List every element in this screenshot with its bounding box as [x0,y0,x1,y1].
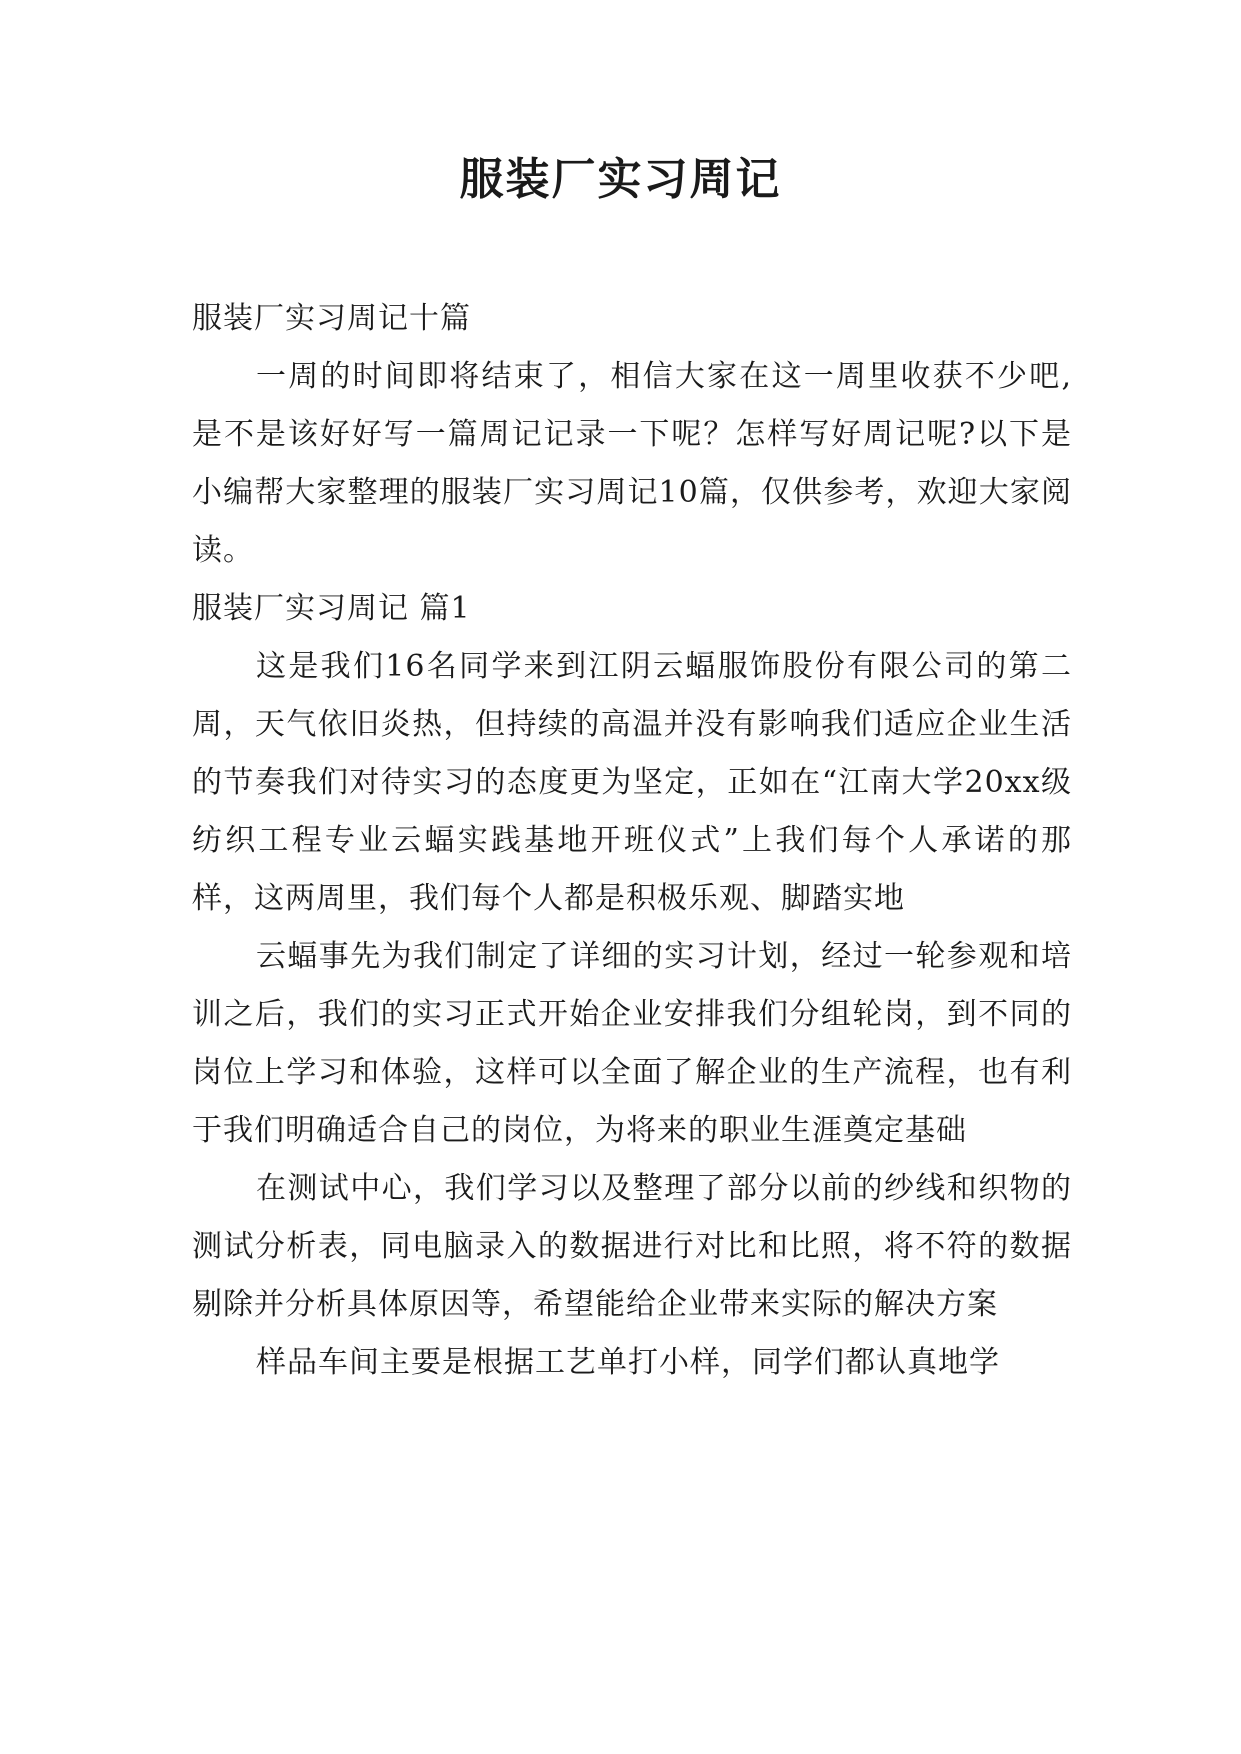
body-paragraph: 在测试中心，我们学习以及整理了部分以前的纱线和织物的测试分析表，同电脑录入的数据进行对比和比照，将不符的数据剔除并分析具体原因等，希望能给企业带来实际的解决方案 [192,1171,1072,1322]
intro-paragraph: 一周的时间即将结束了，相信大家在这一周里收获不少吧,是不是该好好写一篇周记记录一下呢？怎样写好周记呢?以下是小编帮大家整理的服装厂实习周记10篇，仅供参考，欢迎大家阅读。 [192,359,1072,568]
body-paragraph: 样品车间主要是根据工艺单打小样，同学们都认真地学 [256,1345,1000,1380]
document-title: 服装厂实习周记 [459,154,782,205]
body-paragraph: 这是我们16名同学来到江阴云蝠服饰股份有限公司的第二周，天气依旧炎热，但持续的高温并没有影响我们适应企业生活的节奏我们对待实习的态度更为坚定，正如在“江南大学20xx级纺织工程专业云蝠实践基地开班仪式”上我们每个人承诺的那样，这两周里，我们每个人都是积极乐观、脚踏实地 [192,649,1072,916]
body-paragraph: 云蝠事先为我们制定了详细的实习计划，经过一轮参观和培训之后，我们的实习正式开始企业安排我们分组轮岗，到不同的岗位上学习和体验，这样可以全面了解企业的生产流程，也有利于我们明确适合自己的岗位，为将来的职业生涯奠定基础 [192,939,1072,1148]
document-body [192,290,1072,1392]
document-subtitle: 服装厂实习周记十篇 [192,301,471,336]
section-heading: 服装厂实习周记 篇1 [192,591,471,626]
